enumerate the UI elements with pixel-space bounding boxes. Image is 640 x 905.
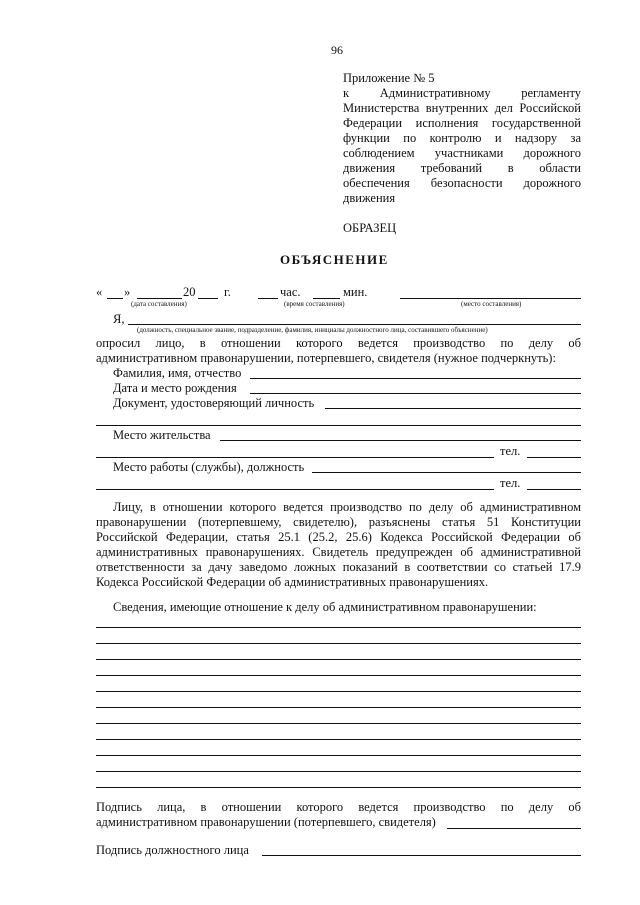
- work-field-extra[interactable]: [96, 489, 494, 490]
- quote-close: »: [124, 285, 131, 299]
- year-prefix: 20: [183, 285, 196, 299]
- tel-field[interactable]: [527, 457, 581, 458]
- appendix-title: Приложение № 5: [343, 71, 435, 85]
- residence-field-extra[interactable]: [96, 457, 494, 458]
- time-caption: (время составления): [284, 300, 345, 308]
- interview-line: опросил лицо, в отношении которого ведется производство по делу об: [96, 336, 581, 350]
- year-suffix: г.: [224, 285, 231, 299]
- info-line[interactable]: [96, 787, 581, 788]
- quote-open: «: [96, 285, 103, 299]
- info-heading: Сведения, имеющие отношение к делу об административном правонарушении:: [113, 600, 537, 614]
- fio-label: Фамилия, имя, отчество: [113, 366, 242, 380]
- document-field-extra[interactable]: [96, 425, 581, 426]
- appendix-line: обеспечения безопасности дорожного: [343, 176, 581, 190]
- document-title: ОБЪЯСНЕНИЕ: [280, 252, 389, 267]
- info-line[interactable]: [96, 771, 581, 772]
- minutes-label: мин.: [343, 285, 368, 299]
- appendix-line: Министерства внутренних дел Российской: [343, 101, 581, 115]
- info-line[interactable]: [96, 627, 581, 628]
- appendix-line: движения: [343, 191, 396, 205]
- date-caption: (дата составления): [131, 300, 187, 308]
- day-field[interactable]: [107, 298, 123, 299]
- appendix-line: движения требований в области: [343, 161, 581, 175]
- year-field[interactable]: [198, 298, 218, 299]
- month-field[interactable]: [137, 298, 182, 299]
- minutes-field[interactable]: [313, 298, 340, 299]
- birth-field[interactable]: [250, 393, 581, 394]
- residence-label: Место жительства: [113, 428, 211, 442]
- info-line[interactable]: [96, 723, 581, 724]
- info-line[interactable]: [96, 755, 581, 756]
- info-line[interactable]: [96, 659, 581, 660]
- tel-field[interactable]: [527, 489, 581, 490]
- appendix-line: к Административному регламенту: [343, 86, 581, 100]
- work-label: Место работы (службы), должность: [113, 460, 305, 474]
- page-number: 96: [331, 43, 343, 57]
- rights-line: Лицу, в отношении которого ведется производство по делу об административном: [113, 500, 581, 514]
- signature-person-line: административном правонарушении (потерпевшего, свидетеля): [96, 815, 436, 829]
- author-field[interactable]: [128, 324, 581, 325]
- signature-officer-label: Подпись должностного лица: [96, 843, 249, 857]
- info-line[interactable]: [96, 675, 581, 676]
- document-field[interactable]: [325, 408, 581, 409]
- rights-line: Кодекса Российской Федерации об административных правонарушениях.: [96, 575, 489, 589]
- ya-label: Я,: [113, 312, 125, 326]
- fio-field[interactable]: [250, 378, 581, 379]
- appendix-line: Федерации исполнения государственной: [343, 116, 581, 130]
- author-caption: (должность, специальное звание, подразделение, фамилия, инициалы должностного лица, составившего объяснение): [137, 326, 488, 334]
- info-line[interactable]: [96, 643, 581, 644]
- rights-line: Российской Федерации, статья 25.1 (25.2, 25.6) Кодекса Российской Федерации об: [96, 530, 581, 544]
- appendix-line: соблюдением участниками дорожного: [343, 146, 581, 160]
- signature-person-field[interactable]: [447, 828, 581, 829]
- birth-label: Дата и место рождения: [113, 381, 237, 395]
- info-line[interactable]: [96, 739, 581, 740]
- signature-officer-field[interactable]: [262, 855, 581, 856]
- rights-line: ответственности за дачу заведомо ложных показаний в соответствии со статьей 17.9: [96, 560, 581, 574]
- tel-label: тел.: [500, 444, 521, 458]
- rights-line: правонарушении (потерпевшему, свидетелю), разъяснены статья 51 Конституции: [96, 515, 581, 529]
- hours-field[interactable]: [258, 298, 278, 299]
- work-field[interactable]: [312, 472, 581, 473]
- info-line[interactable]: [96, 707, 581, 708]
- document-label: Документ, удостоверяющий личность: [113, 396, 315, 410]
- hours-label: час.: [280, 285, 301, 299]
- appendix-line: функции по контролю и надзору за: [343, 131, 581, 145]
- interview-line: административном правонарушении, потерпевшего, свидетеля (нужное подчеркнуть):: [96, 351, 556, 365]
- info-line[interactable]: [96, 691, 581, 692]
- tel-label: тел.: [500, 476, 521, 490]
- signature-person-line: Подпись лица, в отношении которого ведется производство по делу об: [96, 800, 581, 814]
- residence-field[interactable]: [220, 440, 581, 441]
- place-field[interactable]: [400, 298, 581, 299]
- rights-line: административных правонарушениях. Свидетель предупрежден об административной: [96, 545, 581, 559]
- place-caption: (место составления): [461, 300, 522, 308]
- sample-label: ОБРАЗЕЦ: [343, 221, 397, 235]
